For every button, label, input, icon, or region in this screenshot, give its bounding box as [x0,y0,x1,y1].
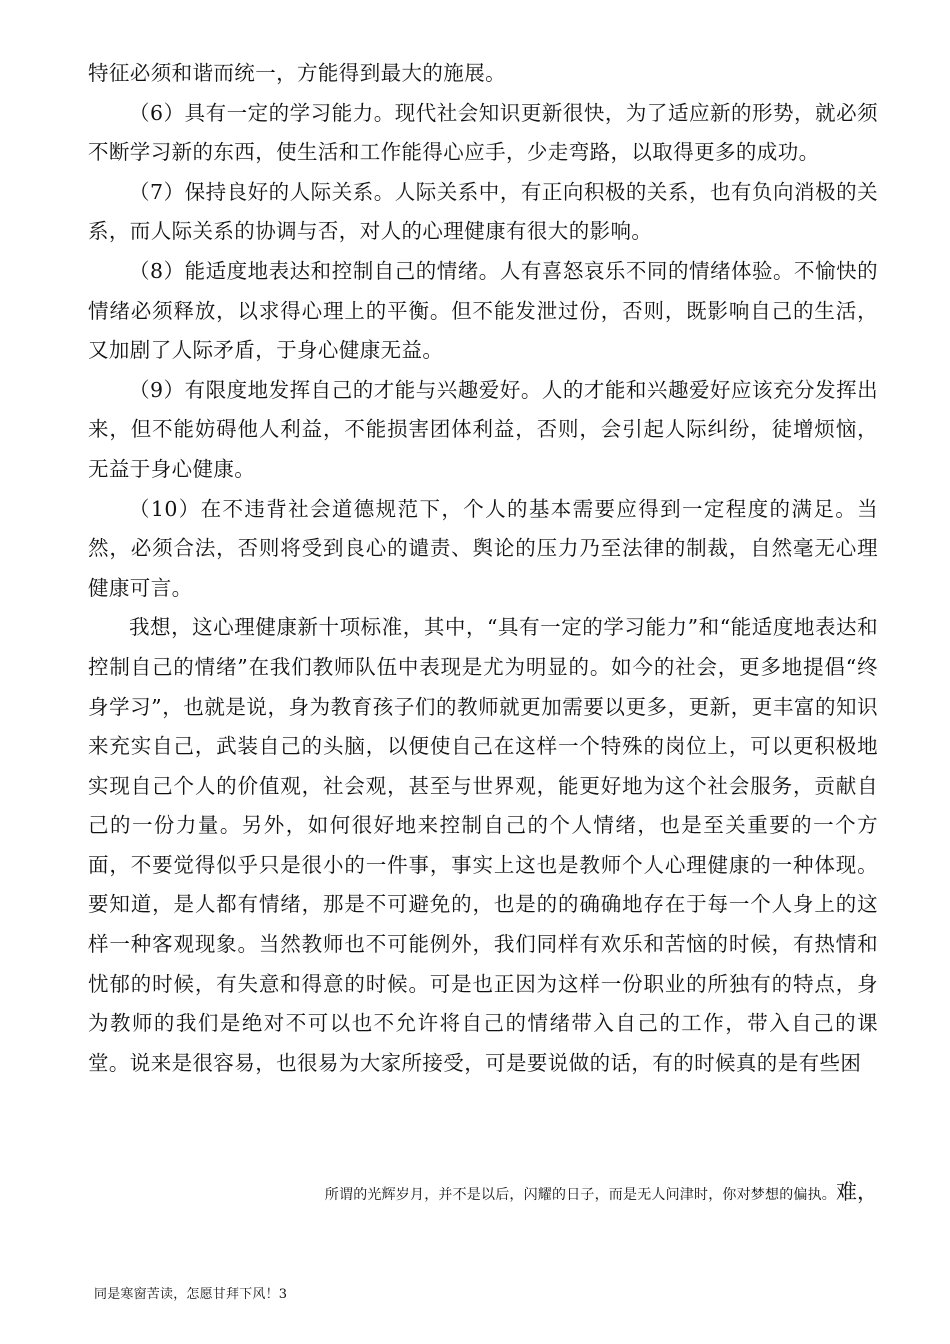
paragraph-item-6: （6）具有一定的学习能力。现代社会知识更新很快，为了适应新的形势，就必须不断学习新的东西，使生活和工作能得心应手，少走弯路，以取得更多的成功。 [88,100,878,165]
document-body [88,54,878,1083]
paragraph-item-8: （8）能适度地表达和控制自己的情绪。人有喜怒哀乐不同的情绪体验。不愉快的情绪必须释放，以求得心理上的平衡。但不能发泄过份，否则，既影响自己的生活，又加剧了人际矛盾，于身心健康无益。 [88,258,878,363]
paragraph-reflection: 我想，这心理健康新十项标准，其中，“具有一定的学习能力”和“能适度地表达和控制自己的情绪”在我们教师队伍中表现是尤为明显的。如今的社会，更多地提倡“终身学习”，也就是说，身为教育孩子们的教师就更加需要以更多，更新，更丰富的知识来充实自己，武装自己的头脑，以便使自己在这样一个特殊的岗位上，可以更积极地实现自己个人的价值观，社会观，甚至与世界观，能更好地为这个社会服务，贡献自己的一份力量。另外，如何很好地来控制自己的个人情绪，也是至关重要的一个方面，不要觉得似乎只是很小的一件事，事实上这也是教师个人心理健康的一种体现。要知道，是人都有情绪，那是不可避免的，也是的的确确地存在于每一个人身上的这样一种客观现象。当然教师也不可能例外，我们同样有欢乐和苦恼的时候，有热情和忧郁的时候，有失意和得意的时候。可是也正因为这样一份职业的所独有的特点，身为教师的我们是绝对不可以也不允许将自己的情绪带入自己的工作，带入自己的课堂。说来是很容易，也很易为大家所接受，可是要说做的话，有的时候真的是有些困 [88,615,878,1075]
paragraph-item-10: （10）在不违背社会道德规范下，个人的基本需要应得到一定程度的满足。当然，必须合法，否则将受到良心的谴责、舆论的压力乃至法律的制裁，自然毫无心理健康可言。 [88,496,878,600]
paragraph-continuation: 特征必须和谐而统一，方能得到最大的施展。 [88,61,506,85]
paragraph-tail: 难， [836,1180,878,1204]
paragraph-item-7: （7）保持良好的人际关系。人际关系中，有正向积极的关系，也有负向消极的关系，而人际关系的协调与否，对人的心理健康有很大的影响。 [88,179,878,244]
inserted-quote: 所谓的光辉岁月，并不是以后，闪耀的日子，而是无人问津时，你对梦想的偏执。 [324,1187,836,1203]
page-footer: 同是寒窗苦读，怎愿甘拜下风！3 [94,1287,288,1302]
paragraph-item-9: （9）有限度地发挥自己的才能与兴趣爱好。人的才能和兴趣爱好应该充分发挥出来，但不能妨碍他人利益，不能损害团体利益，否则，会引起人际纠纷，徒增烦恼，无益于身心健康。 [88,377,878,481]
inserted-quote-line [88,1176,878,1206]
